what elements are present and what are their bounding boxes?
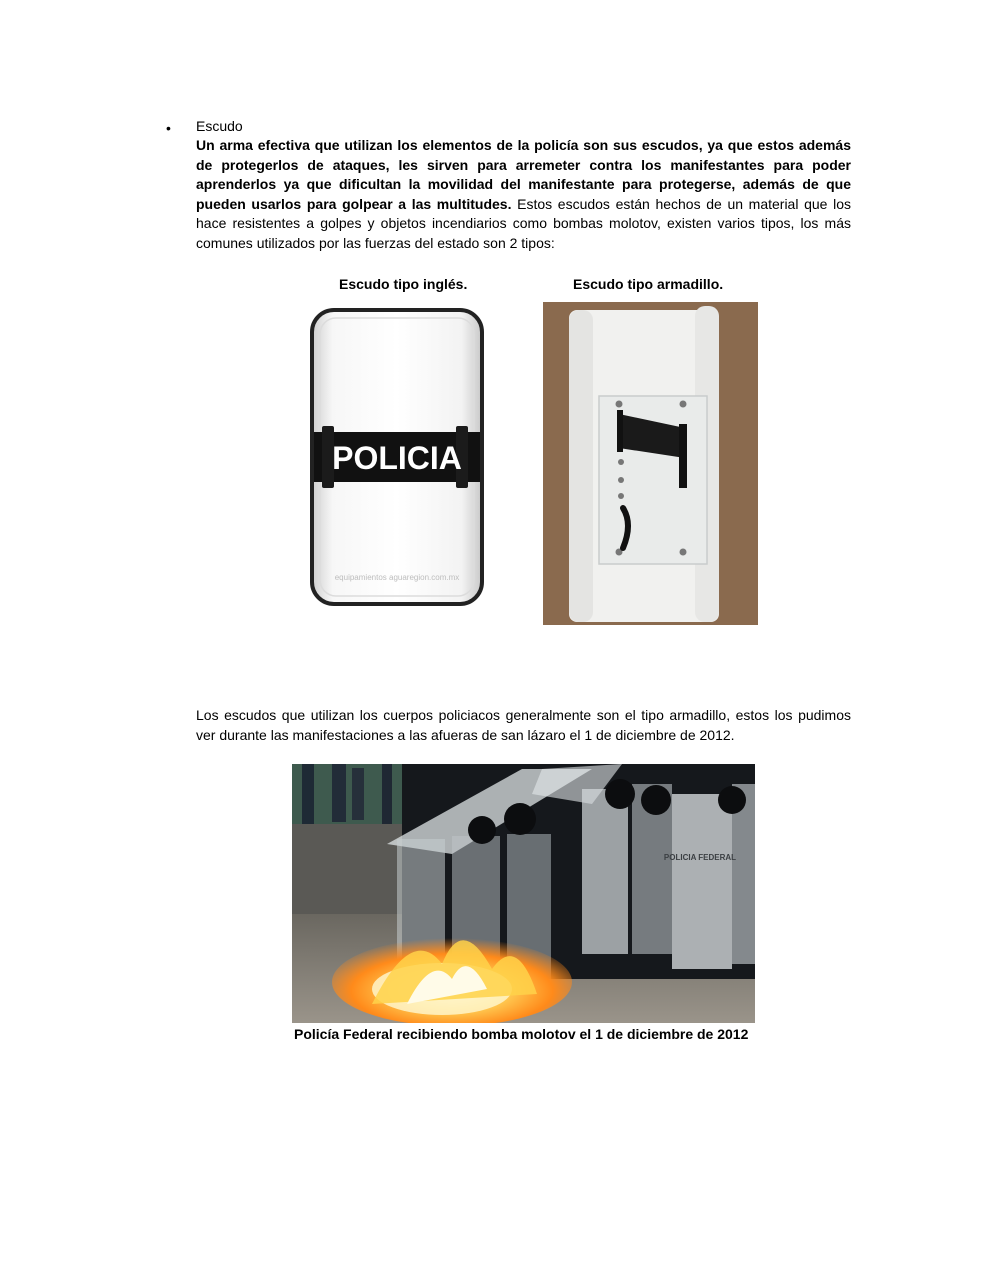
image-escudo-armadillo: [543, 302, 758, 625]
caption-photo: Policía Federal recibiendo bomba molotov el 1 de diciembre de 2012: [294, 1026, 749, 1042]
image-policia-molotov: [292, 764, 755, 1023]
shield-label-text: POLICIA: [332, 440, 462, 476]
intro-paragraph: [196, 136, 851, 254]
caption-escudo-armadillo: Escudo tipo armadillo.: [573, 276, 724, 292]
photo-shield-text: POLICIA FEDERAL: [663, 853, 737, 862]
second-paragraph: Los escudos que utilizan los cuerpos policiacos generalmente son el tipo armadillo, estos los pudimos ver durante las manifestaciones a las afueras de san lázaro el 1 de diciembre de 2012.: [196, 707, 851, 743]
intro-regular-text: Estos escudos están hechos de un material que los hace resistentes a golpes y objetos incendiarios como bombas molotov, existen varios tipos, los más comunes utilizados por las fuerzas del estado son 2 tipos:: [196, 195, 851, 251]
shield-watermark: equipamientos aguaregion.com.mx: [334, 573, 460, 582]
bullet-marker: •: [166, 120, 171, 136]
image-escudo-ingles: [308, 306, 486, 606]
section-heading: Escudo: [196, 118, 243, 134]
intro-bold-text: Un arma efectiva que utilizan los elementos de la policía son sus escudos, ya que estos además de protegerlos de ataques, les sirven para arremeter contra los manifestantes para poder aprenderlos ya que dificultan la movilidad del manifestante para protegerse, además de que pueden usarlos para golpear a las multitudes.: [196, 137, 851, 212]
caption-escudo-ingles: Escudo tipo inglés.: [339, 276, 468, 292]
